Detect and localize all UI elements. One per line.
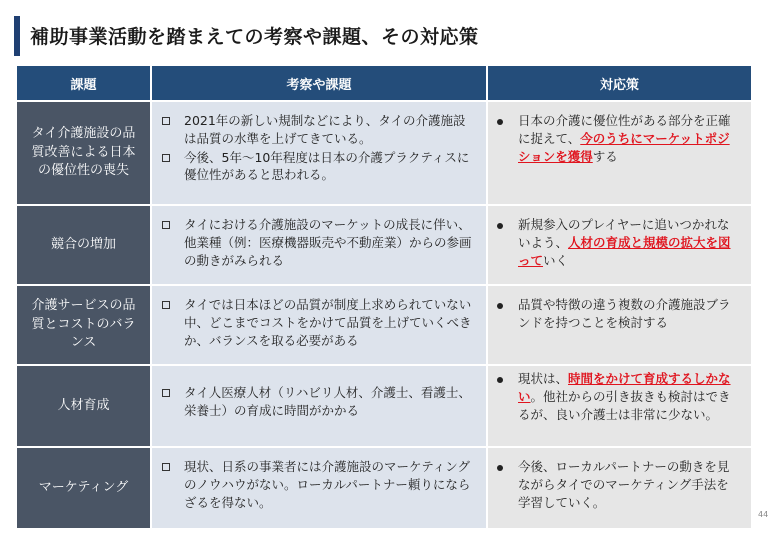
highlight-text: 今のうちにマーケットポジションを獲得 — [518, 130, 730, 164]
findings-cell — [152, 286, 488, 364]
title-accent-bar — [14, 16, 20, 56]
square-bullet-icon — [162, 117, 170, 125]
round-bullet-icon — [497, 377, 503, 383]
square-bullet-icon — [162, 221, 170, 229]
list-item: 今後、5年〜10年程度は日本の介護プラクティスに優位性があると思われる。 — [162, 149, 476, 185]
square-bullet-icon — [162, 389, 170, 397]
issues-table — [17, 66, 751, 528]
header-response: 対応策 — [488, 66, 751, 100]
findings-cell — [152, 102, 488, 204]
list-item: タイ人医療人材（リハビリ人材、介護士、看護士、栄養士）の育成に時間がかかる — [162, 384, 476, 420]
highlight-text: 時間をかけて育成するしかない — [518, 371, 731, 404]
round-bullet-icon — [497, 303, 503, 309]
list-item: 新規参入のプレイヤーに追いつかれないよう、人材の育成と規模の拡大を図っていく — [496, 216, 741, 269]
response-cell — [488, 448, 751, 528]
list-item: 品質や特徴の違う複数の介護施設ブランドを持つことを検討する — [496, 296, 741, 332]
table-row — [17, 204, 751, 284]
list-item: 2021年の新しい規制などにより、タイの介護施設は品質の水準を上げてきている。 — [162, 112, 476, 148]
highlight-text: 人材の育成と規模の拡大を図って — [518, 234, 731, 268]
response-cell — [488, 366, 751, 446]
issue-cell: マーケティング — [17, 448, 152, 528]
page-title: 補助事業活動を踏まえての考察や課題、その対応策 — [30, 26, 479, 48]
list-item: タイでは日本ほどの品質が制度上求められていない中、どこまでコストをかけて品質を上げていくべきか、バランスを取る必要がある — [162, 296, 476, 349]
header-findings: 考察や課題 — [152, 66, 488, 100]
list-item: 今後、ローカルパートナーの動きを見ながらタイでのマーケティング手法を学習していく。 — [496, 458, 741, 511]
square-bullet-icon — [162, 463, 170, 471]
issue-cell: タイ介護施設の品質改善による日本の優位性の喪失 — [17, 102, 152, 204]
table-row — [17, 100, 751, 204]
header-issue: 課題 — [17, 66, 152, 100]
issue-cell: 介護サービスの品質とコストのバランス — [17, 286, 152, 364]
list-item: タイにおける介護施設のマーケットの成長に伴い、他業種（例：医療機器販売や不動産業）からの参画の動きがみられる — [162, 216, 476, 269]
table-row — [17, 446, 751, 528]
round-bullet-icon — [497, 223, 503, 229]
list-item: 日本の介護に優位性がある部分を正確に捉えて、今のうちにマーケットポジションを獲得する — [496, 112, 741, 165]
response-cell — [488, 286, 751, 364]
response-cell — [488, 102, 751, 204]
table-row — [17, 364, 751, 446]
findings-cell — [152, 206, 488, 284]
list-item: 現状は、時間をかけて育成するしかない。他社からの引き抜きも検討はできるが、良い介護士は非常に少ない。 — [496, 370, 741, 423]
page-number: 44 — [758, 510, 769, 519]
list-item: 現状、日系の事業者には介護施設のマーケティングのノウハウがない。ローカルパートナー頼りにならざるを得ない。 — [162, 458, 476, 511]
table-row — [17, 284, 751, 364]
findings-cell — [152, 448, 488, 528]
issue-cell: 競合の増加 — [17, 206, 152, 284]
findings-cell — [152, 366, 488, 446]
round-bullet-icon — [497, 119, 503, 125]
response-cell — [488, 206, 751, 284]
table-header-row — [17, 66, 751, 100]
issue-cell: 人材育成 — [17, 366, 152, 446]
round-bullet-icon — [497, 465, 503, 471]
square-bullet-icon — [162, 154, 170, 162]
square-bullet-icon — [162, 301, 170, 309]
